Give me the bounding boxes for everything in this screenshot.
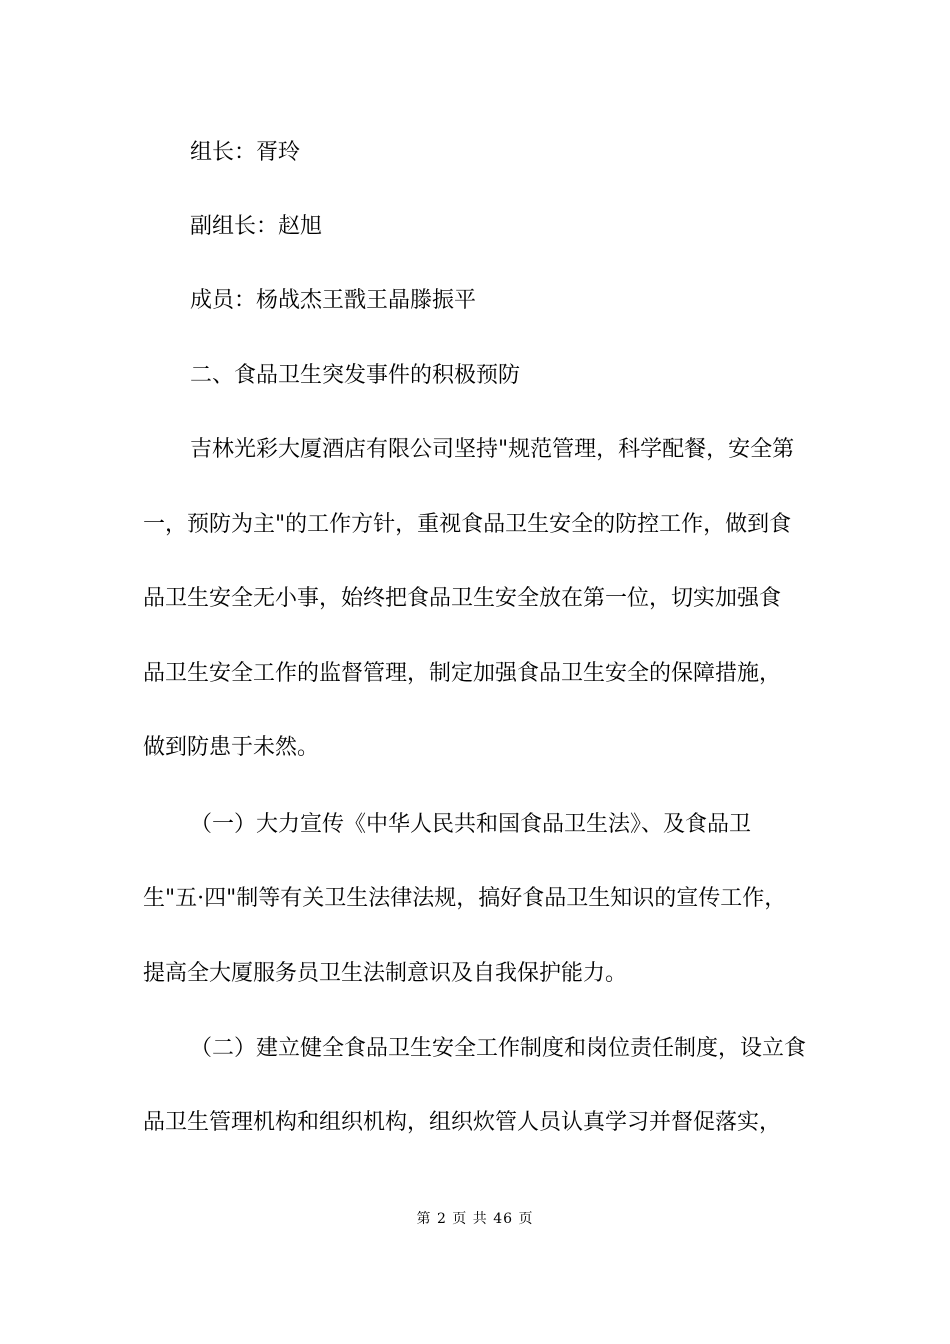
text-line-members: 成员：杨战杰王戬王晶滕振平 bbox=[190, 288, 477, 313]
paragraph-line: 品卫生管理机构和组织机构，组织炊管人员认真学习并督促落实， bbox=[143, 1110, 782, 1135]
page-number: 第 2 页 共 46 页 bbox=[416, 1211, 534, 1227]
text-line-leader: 组长：胥玲 bbox=[190, 140, 301, 165]
paragraph-line: 提高全大厦服务员卫生法制意识及自我保护能力。 bbox=[143, 961, 628, 986]
paragraph-line: 做到防患于未然。 bbox=[143, 735, 320, 760]
page-footer bbox=[0, 1209, 950, 1229]
paragraph-line: 生"五·四"制等有关卫生法律法规，搞好食品卫生知识的宣传工作， bbox=[143, 886, 787, 911]
paragraph-line: 一，预防为主"的工作方针，重视食品卫生安全的防控工作，做到食 bbox=[143, 512, 792, 537]
text-line-deputy-leader: 副组长：赵旭 bbox=[190, 214, 323, 239]
paragraph-line: 吉林光彩大厦酒店有限公司坚持"规范管理，科学配餐，安全第 bbox=[190, 437, 795, 462]
paragraph-line: （一）大力宣传《中华人民共和国食品卫生法》、及食品卫 bbox=[190, 812, 752, 837]
paragraph-line: 品卫生安全工作的监督管理，制定加强食品卫生安全的保障措施， bbox=[143, 661, 782, 686]
section-heading-prevention: 二、食品卫生突发事件的积极预防 bbox=[190, 363, 521, 388]
paragraph-line: 品卫生安全无小事，始终把食品卫生安全放在第一位，切实加强食 bbox=[143, 586, 782, 611]
paragraph-line: （二）建立健全食品卫生安全工作制度和岗位责任制度，设立食 bbox=[190, 1036, 807, 1061]
